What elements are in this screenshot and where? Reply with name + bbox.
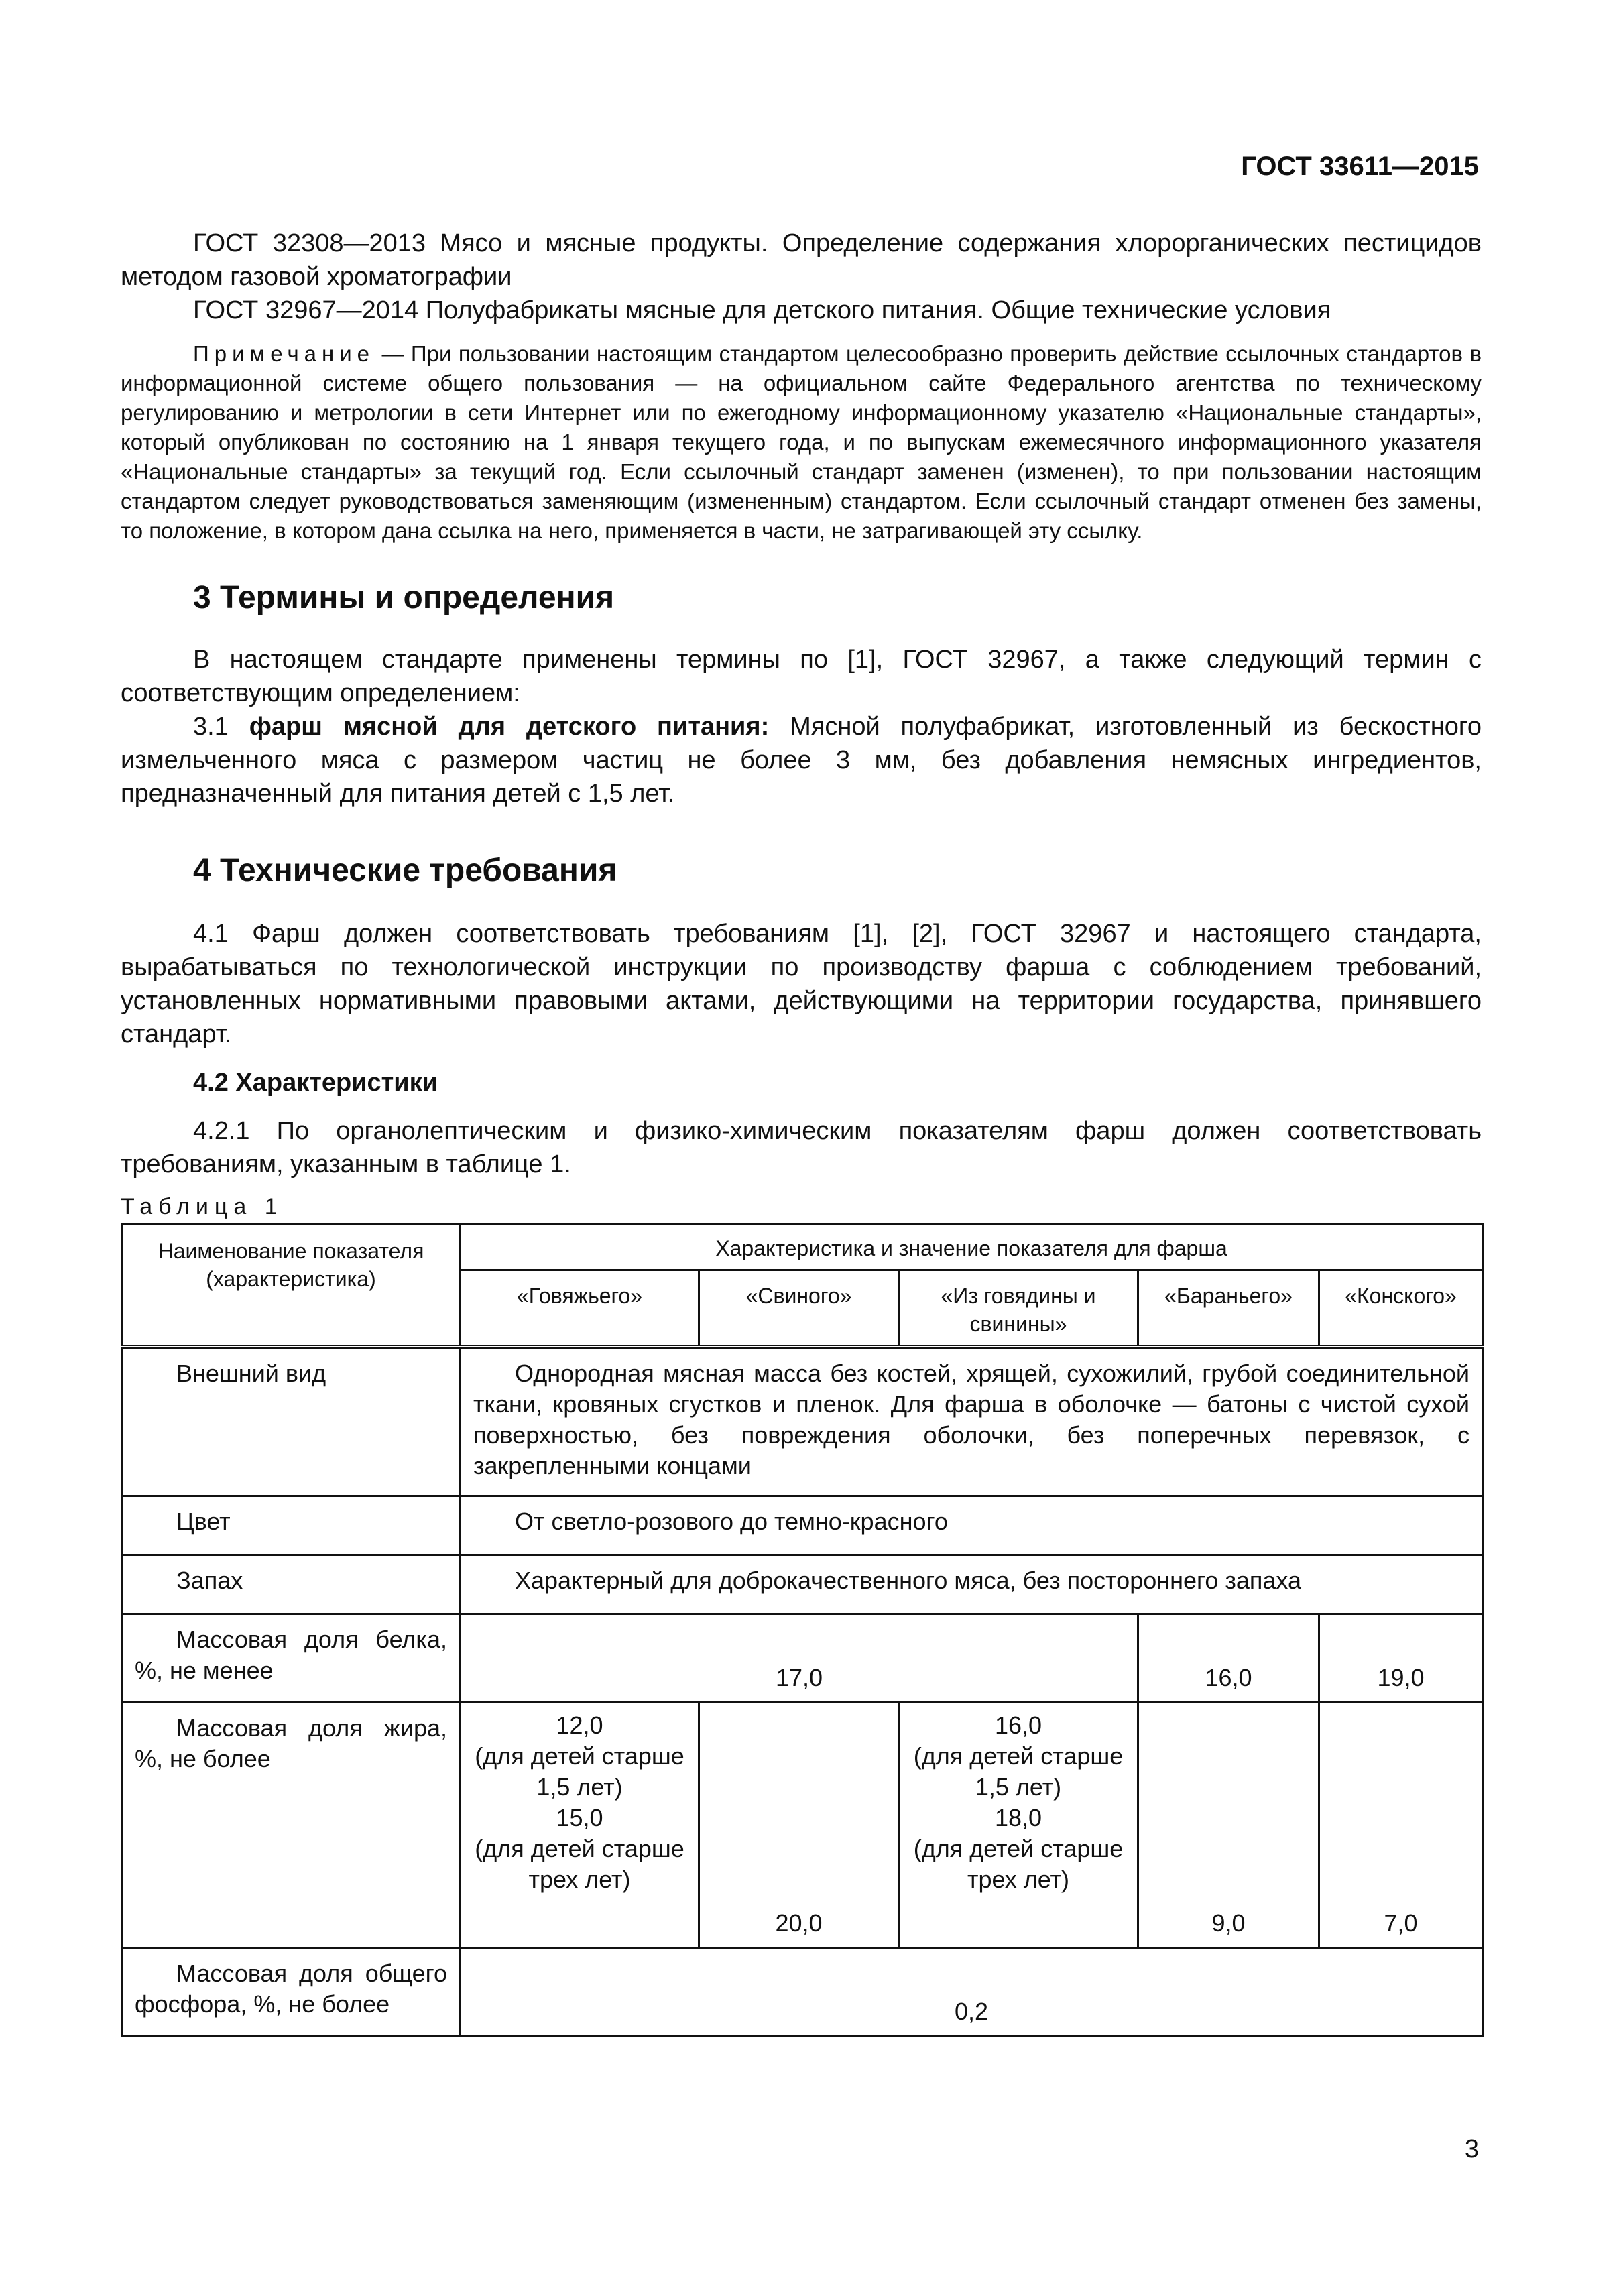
value: 15,0: [556, 1803, 603, 1831]
reference-item: ГОСТ 32967—2014 Полуфабрикаты мясные для детского питания. Общие технические условия: [193, 296, 1331, 324]
table-row: [122, 1614, 1483, 1702]
section-intro: В настоящем стандарте применены термины по [1], ГОСТ 32967, а также следующий термин с соответствующим определением:: [121, 646, 1482, 707]
note-paragraph: [121, 339, 1482, 546]
header-column: «Свиного»: [699, 1270, 899, 1347]
row-value-stack: [461, 1702, 699, 1947]
table-row: [122, 1347, 1483, 1496]
page-number: 3: [1464, 2135, 1479, 2163]
characteristics-table: [121, 1223, 1484, 2037]
row-name: Массовая доля жира, %, не более: [122, 1702, 461, 1947]
row-name: Массовая доля белка, %, не менее: [122, 1614, 461, 1702]
value: 12,0: [556, 1711, 603, 1739]
term-text: Мясной полуфабрикат, изготовленный из бескостного измельченного мяса с размером частиц не более 3 мм, без добавления немясных ингредиентов, предназначенный для питания детей с 1,5 лет.: [121, 713, 1482, 808]
header-column: «Конского»: [1319, 1270, 1483, 1347]
header-indicator-name: Наименование показателя (характеристика): [122, 1224, 461, 1347]
value-note: (для детей старше трех лет): [475, 1834, 684, 1893]
row-value: 7,0: [1319, 1702, 1483, 1947]
term-number: 3.1: [193, 713, 249, 741]
table-row: [122, 1702, 1483, 1947]
row-value: Характерный для доброкачественного мяса, без постороннего запаха: [461, 1555, 1483, 1614]
value-note: (для детей старше трех лет): [913, 1834, 1124, 1893]
header-column: «Говяжьего»: [461, 1270, 699, 1347]
note-label: Примечание: [193, 341, 375, 366]
value: 18,0: [994, 1803, 1042, 1831]
row-name: Запах: [122, 1555, 461, 1614]
row-name: Цвет: [122, 1496, 461, 1555]
term-name: фарш мясной для детского питания:: [249, 713, 770, 741]
row-value: От светло-розового до темно-красного: [461, 1496, 1483, 1555]
section-heading: 3 Термины и определения: [193, 580, 615, 615]
value-note: (для детей старше 1,5 лет): [913, 1742, 1124, 1801]
subsection-heading: 4.2 Характеристики: [193, 1069, 438, 1097]
document-code: ГОСТ 33611—2015: [1241, 152, 1479, 181]
row-value: 0,2: [461, 1947, 1483, 2036]
value: 16,0: [994, 1711, 1042, 1739]
paragraph-4-2-1: 4.2.1 По органолептическим и физико-химическим показателям фарш должен соответствовать требованиям, указанным в таблице 1.: [121, 1117, 1482, 1179]
header-column: «Бараньего»: [1138, 1270, 1319, 1347]
paragraph-4-1: 4.1 Фарш должен соответствовать требованиям [1], [2], ГОСТ 32967 и настоящего стандарта, вырабатываться по технологической инструкции по производству фарша с соблюдением требований, установленных нормативными правовыми актами, действующими на территории государства, принявшего стандарт.: [121, 920, 1482, 1048]
row-value: 9,0: [1138, 1702, 1319, 1947]
section-heading: 4 Технические требования: [193, 853, 617, 888]
row-value: 20,0: [699, 1702, 899, 1947]
table-row: [122, 1496, 1483, 1555]
table-row: [122, 1555, 1483, 1614]
row-name: Внешний вид: [122, 1347, 461, 1496]
row-value: 16,0: [1138, 1614, 1319, 1702]
row-value: 19,0: [1319, 1614, 1483, 1702]
table-caption: Таблица 1: [121, 1194, 284, 1219]
note-text: При пользовании настоящим стандартом целесообразно проверить действие ссылочных стандартов в информационной системе общего пользования — на официальном сайте Федерального агентства по техническому регулированию и метрологии в сети Интернет или по ежегодному информационному указателю «Национальные стандарты», который опубликован по состоянию на 1 января текущего года, и по выпускам ежемесячного информационного указателя «Национальные стандарты» за текущий год. Если ссылочный стандарт заменен (изменен), то при пользовании настоящим стандартом следует руководствоваться заменяющим (измененным) стандартом. Если ссылочный стандарт отменен без замены, то положение, в котором дана ссылка на него, применяется в части, не затрагивающей эту ссылку.: [121, 341, 1482, 543]
value-note: (для детей старше 1,5 лет): [475, 1742, 684, 1801]
table-header-row: [122, 1224, 1483, 1270]
row-name: Массовая доля общего фосфора, %, не более: [122, 1947, 461, 2036]
term-definition: [121, 710, 1482, 810]
page-content: [121, 227, 1482, 2037]
header-group: Характеристика и значение показателя для фарша: [461, 1224, 1483, 1270]
row-value: 17,0: [461, 1614, 1138, 1702]
table-row: [122, 1947, 1483, 2036]
header-column: «Из говядины и свинины»: [899, 1270, 1138, 1347]
reference-item: ГОСТ 32308—2013 Мясо и мясные продукты. Определение содержания хлорорганических пестицидов методом газовой хроматографии: [121, 229, 1482, 291]
note-dash: —: [375, 341, 411, 366]
row-value-stack: [899, 1702, 1138, 1947]
row-value: Однородная мясная масса без костей, хрящей, сухожилий, грубой соединительной ткани, кровяных сгустков и пленок. Для фарша в оболочке — батоны с чистой сухой поверхностью, без повреждения оболочки, без поперечных перевязок, с закрепленными концами: [461, 1347, 1483, 1496]
